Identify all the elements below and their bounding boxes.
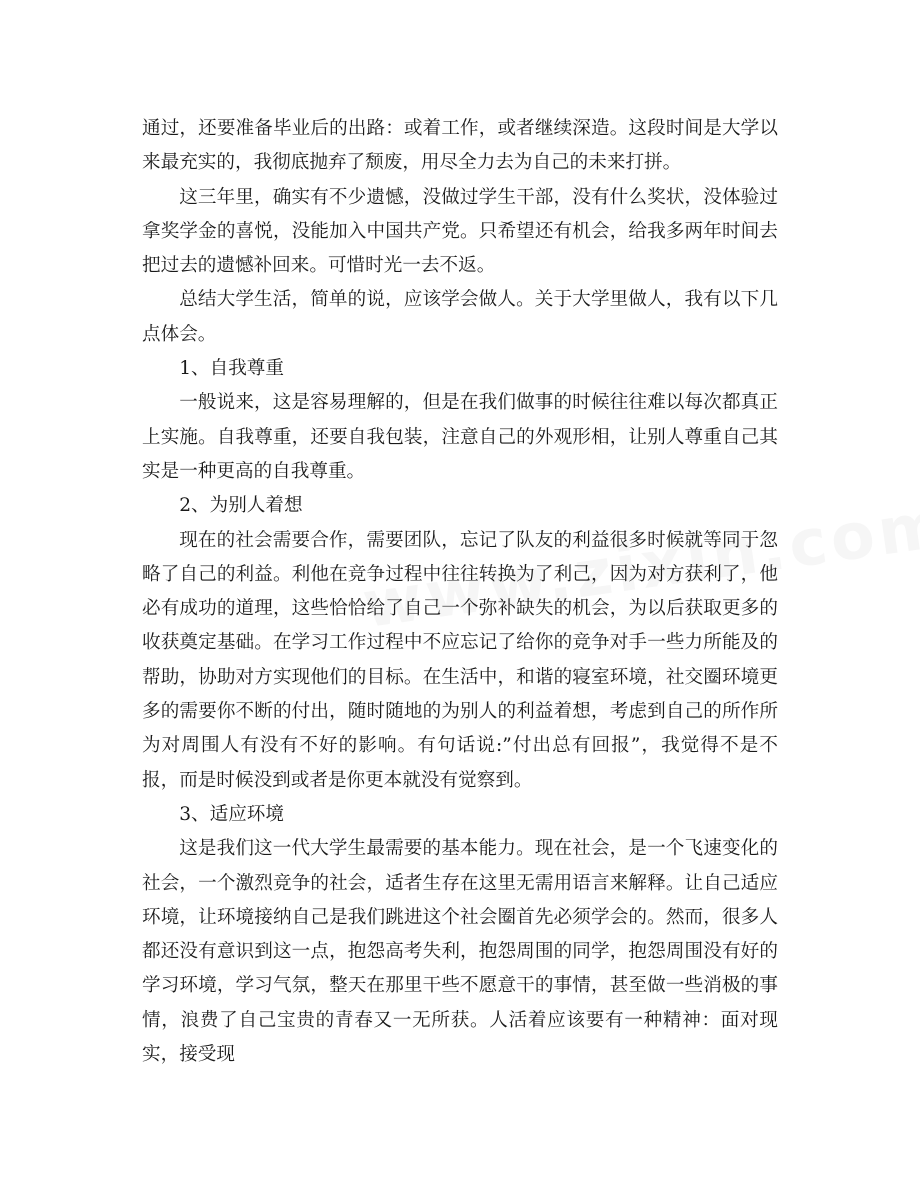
paragraph-summary: 总结大学生活，简单的说，应该学会做人。关于大学里做人，我有以下几点体会。 — [142, 289, 778, 345]
heading-consider-others: 2、为别人着想 — [179, 495, 303, 517]
paragraph-adapt-environment: 这是我们这一代大学生最需要的基本能力。现在社会，是一个飞速变化的社会，一个激烈竞争的社会，适者生存在这里无需用语言来解释。让自己适应环境，让环境接纳自己是我们跳进这个社会圈首先必须学会的。然而，很多人都还没有意识到这一点，抱怨高考失利，抱怨周围的同学，抱怨周围没有好的学习环境，学习气氛，整天在那里干些不愿意干的事情，甚至做一些消极的事情，浪费了自己宝贵的青春又一无所获。人活着应该要有一种精神：面对现实，接受现 — [142, 838, 778, 1066]
heading-self-respect: 1、自我尊重 — [179, 358, 284, 380]
heading-adapt-environment: 3、适应环境 — [179, 803, 284, 825]
paragraph-self-respect: 一般说来，这是容易理解的，但是在我们做事的时候往往难以每次都真正上实施。自我尊重，还要自我包装，注意自己的外观形相，让别人尊重自己其实是一种更高的自我尊重。 — [142, 392, 778, 482]
paragraph-consider-others: 现在的社会需要合作，需要团队，忘记了队友的利益很多时候就等同于忽略了自己的利益。利他在竞争过程中往往转换为了利己，因为对方获利了，他必有成功的道理，这些恰恰给了自己一个弥补缺失的机会，为以后获取更多的收获奠定基础。在学习工作过程中不应忘记了给你的竞争对手一些力所能及的帮助，协助对方实现他们的目标。在生活中，和谐的寝室环境，社交圈环境更多的需要你不断的付出，随时随地的为别人的利益着想，考虑到自己的所作所为对周围人有没有不好的影响。有句话说:”付出总有回报”，我觉得不是不报，而是时候没到或者是你更本就没有觉察到。 — [142, 529, 778, 791]
paragraph-continuation: 通过，还要准备毕业后的出路：或着工作，或者继续深造。这段时间是大学以来最充实的，我彻底抛弃了颓废，用尽全力去为自己的未来打拼。 — [142, 118, 778, 174]
paragraph-regrets: 这三年里，确实有不少遗憾，没做过学生干部，没有什么奖状，没体验过拿奖学金的喜悦，没能加入中国共产党。只希望还有机会，给我多两年时间去把过去的遗憾补回来。可惜时光一去不返。 — [142, 186, 778, 277]
document-body — [142, 112, 778, 1072]
